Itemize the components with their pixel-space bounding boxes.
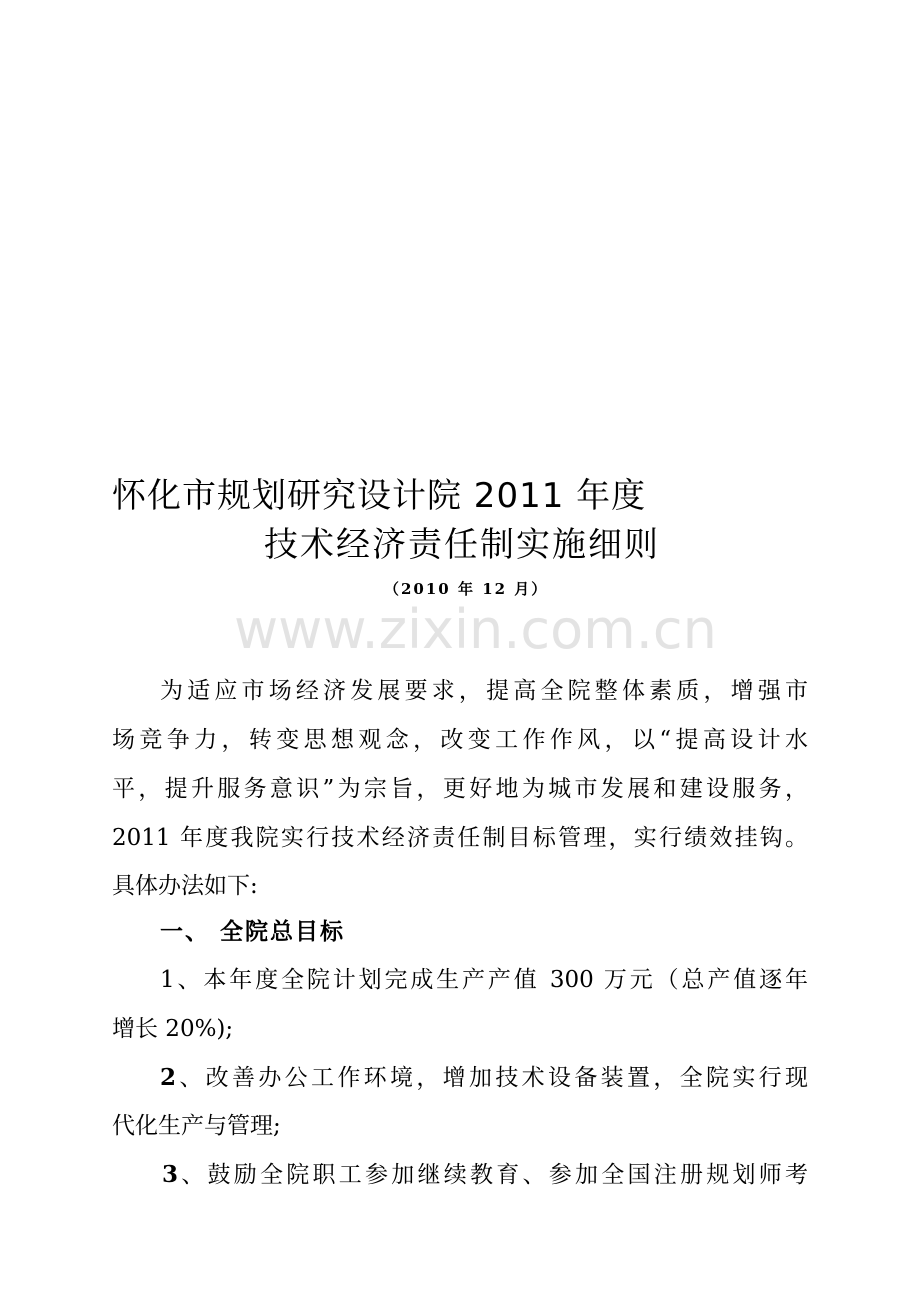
paragraph-line-1: 为适应市场经济发展要求，提高全院整体素质，增强市 — [160, 678, 808, 704]
list-item-3-line-1 — [162, 1163, 808, 1187]
paragraph-line-4: 2011 年度我院实行技术经济责任制目标管理，实行绩效挂钩。 — [112, 825, 808, 851]
list-item-2-text: 、改善办公工作环境，增加技术设备装置，全院实行现 — [176, 1065, 808, 1091]
section-heading: 一、 全院总目标 — [160, 918, 346, 945]
list-item-2-number: 2 — [160, 1064, 177, 1091]
title-line-2: 技术经济责任制实施细则 — [264, 525, 660, 565]
paragraph-line-5: 具体办法如下: — [112, 873, 258, 899]
list-item-1-text: 、本年度全院计划完成生产产值 300 万元（总产值逐年 — [174, 967, 808, 993]
watermark: www.zixin.com.cn — [234, 598, 717, 661]
list-item-2-line-1 — [160, 1066, 808, 1090]
list-item-1-line-1 — [160, 969, 808, 992]
paragraph-line-2: 场竞争力，转变思想观念，改变工作作风，以“提高设计水 — [112, 727, 808, 753]
list-item-3-text: 、鼓励全院职工参加继续教育、参加全国注册规划师考 — [178, 1162, 808, 1188]
list-item-1-number: 1 — [160, 967, 175, 993]
list-item-1-line-2: 增长 20%); — [112, 1016, 234, 1042]
title-line-1: 怀化市规划研究设计院 2011 年度 — [112, 476, 647, 516]
list-item-2-line-2: 代化生产与管理; — [112, 1113, 281, 1139]
document-date: （2010 年 12 月） — [384, 580, 549, 598]
list-item-3-number: 3 — [162, 1161, 179, 1188]
paragraph-line-3: 平，提升服务意识”为宗旨，更好地为城市发展和建设服务， — [112, 776, 808, 802]
